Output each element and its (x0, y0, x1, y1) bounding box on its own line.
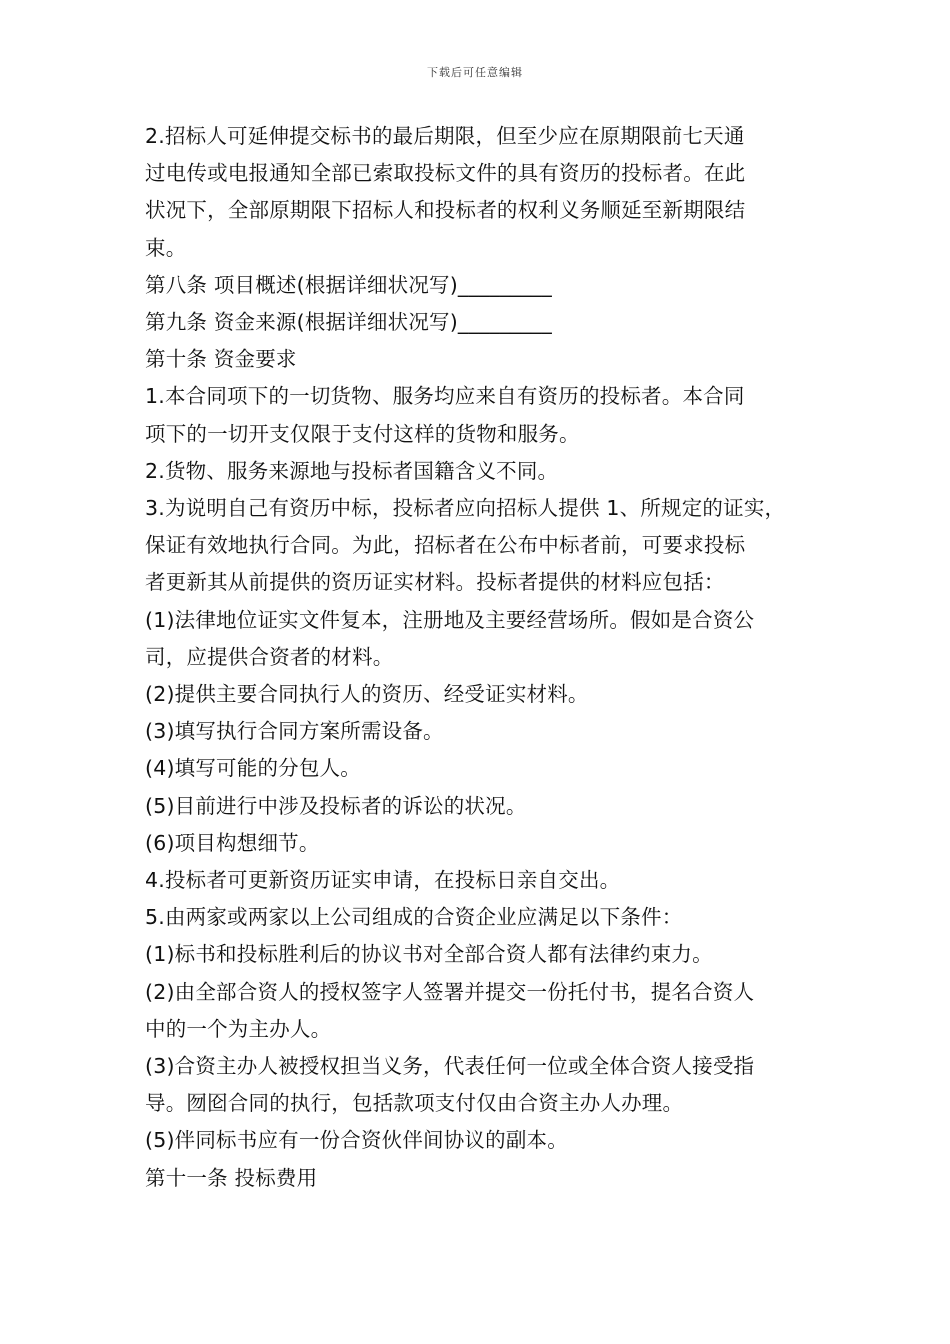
text-line: 项下的一切开支仅限于支付这样的货物和服务。 (145, 421, 580, 446)
text-line: 者更新其从前提供的资历证实材料。投标者提供的材料应包括： (145, 570, 725, 595)
text-line: (2)提供主要合同执行人的资历、经受证实材料。 (145, 682, 589, 707)
text-line: 过电传或电报通知全部已索取投标文件的具有资历的投标者。在此 (145, 161, 746, 186)
text-line: (1)法律地位证实文件复本，注册地及主要经营场所。假如是合资公 (145, 607, 755, 632)
text-line: (5)目前进行中涉及投标者的诉讼的状况。 (145, 793, 527, 818)
text-line: (3)合资主办人被授权担当义务，代表任何一位或全体合资人接受指 (145, 1054, 755, 1079)
text-line: 5.由两家或两家以上公司组成的合资企业应满足以下条件： (145, 905, 683, 930)
text-line: 导。囫囵合同的执行，包括款项支付仅由合资主办人办理。 (145, 1091, 684, 1116)
text-line: (4)填写可能的分包人。 (145, 756, 361, 781)
document-body (145, 118, 825, 1197)
text-line: 2.招标人可延伸提交标书的最后期限，但至少应在原期限前七天通 (145, 124, 745, 148)
page-header: 下载后可任意编辑 (427, 66, 523, 79)
text-line: 1.本合同项下的一切货物、服务均应来自有资历的投标者。本合同 (145, 384, 745, 409)
text-line: (2)由全部合资人的授权签字人签署并提交一份托付书，提名合资人 (145, 979, 755, 1004)
text-line: 4.投标者可更新资历证实申请，在投标日亲自交出。 (145, 868, 621, 893)
section-heading: 第十条 资金要求 (145, 347, 297, 372)
section-heading: 第八条 项目概述(根据详细状况写)_________ (145, 272, 552, 297)
text-line: (6)项目构想细节。 (145, 830, 320, 855)
text-line: 状况下，全部原期限下招标人和投标者的权利义务顺延至新期限结 (145, 198, 746, 223)
text-line: 3.为说明自己有资历中标，投标者应向招标人提供 1、所规定的证实， (145, 496, 786, 521)
text-line: 2.货物、服务来源地与投标者国籍含义不同。 (145, 458, 559, 483)
text-line: (5)伴同标书应有一份合资伙伴间协议的副本。 (145, 1128, 568, 1153)
section-heading: 第九条 资金来源(根据详细状况写)_________ (145, 310, 552, 335)
text-line: (3)填写执行合同方案所需设备。 (145, 719, 444, 744)
text-line: 司，应提供合资者的材料。 (145, 644, 394, 669)
text-line: 保证有效地执行合同。为此，招标者在公布中标者前，可要求投标 (145, 533, 746, 558)
text-line: (1)标书和投标胜利后的协议书对全部合资人都有法律约束力。 (145, 942, 713, 967)
text-line: 束。 (145, 235, 187, 260)
section-heading: 第十一条 投标费用 (145, 1165, 318, 1190)
text-line: 中的一个为主办人。 (145, 1016, 332, 1041)
